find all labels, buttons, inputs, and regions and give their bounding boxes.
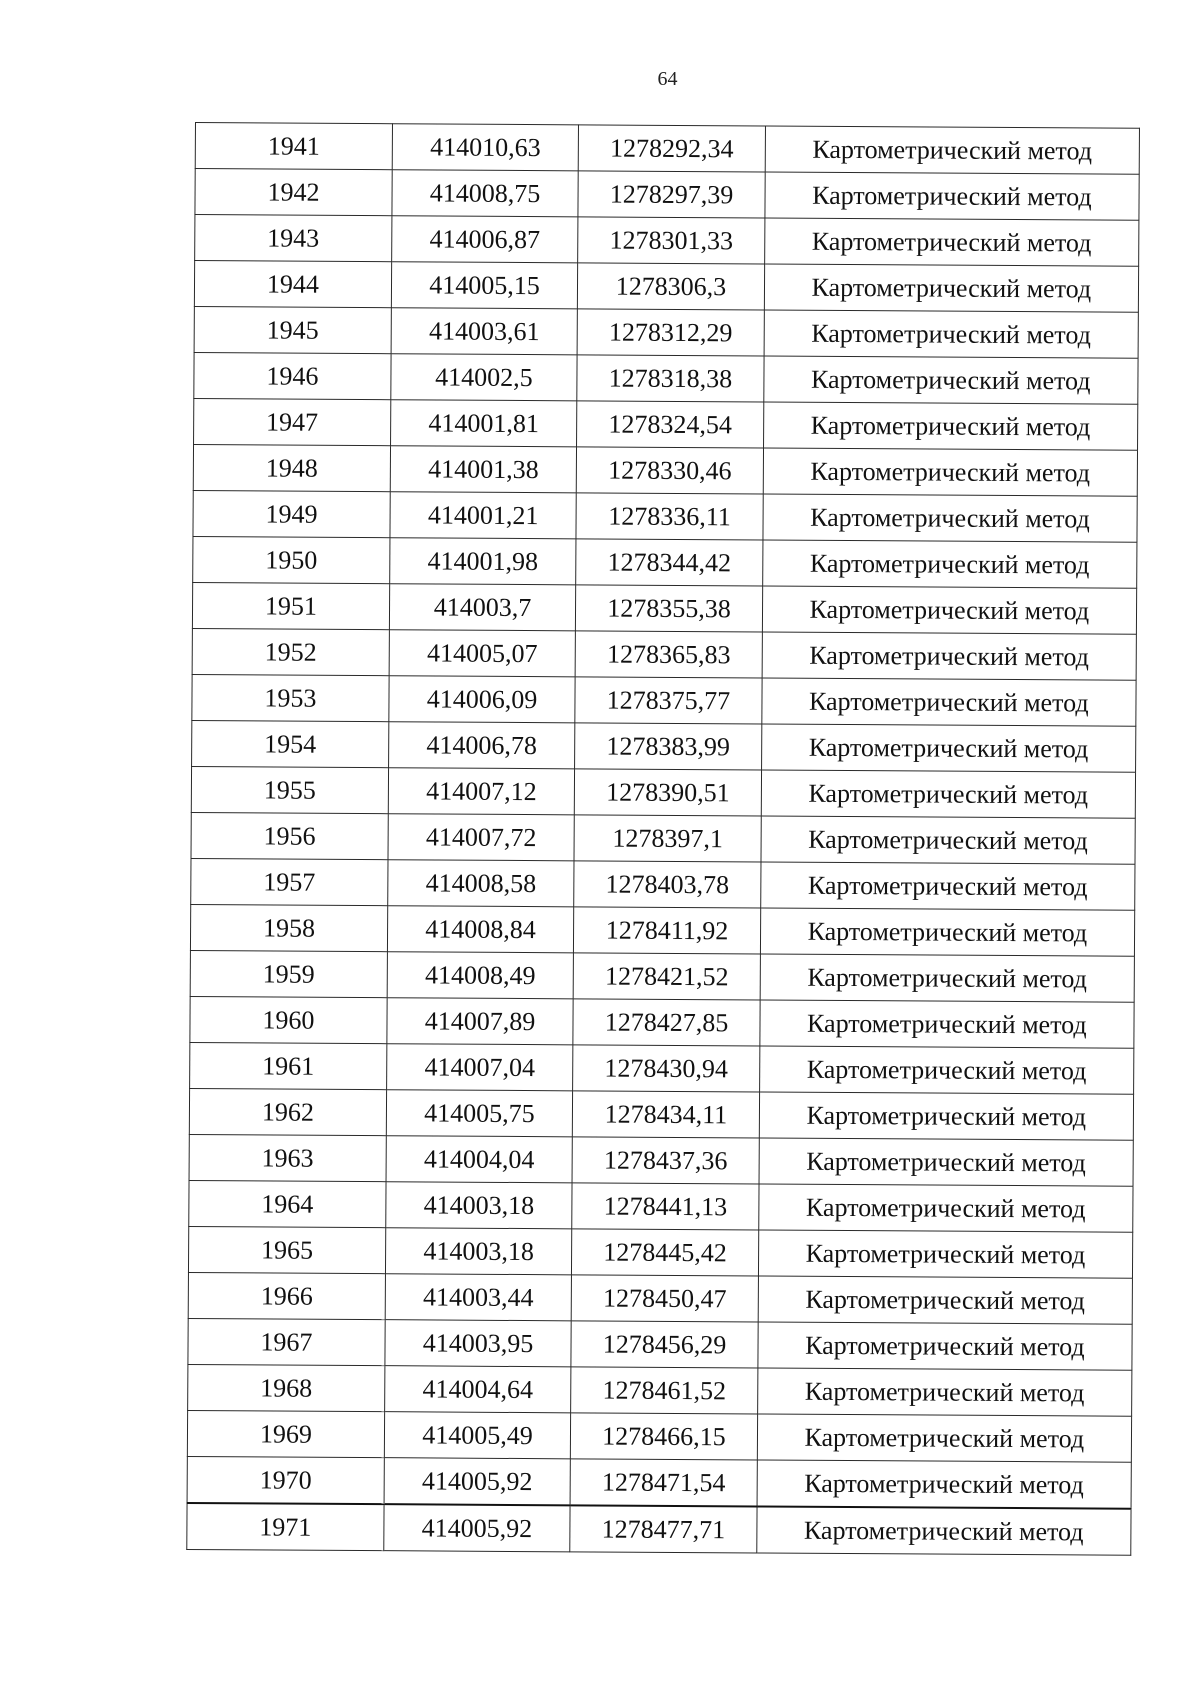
y-coordinate-cell: 1278427,85 bbox=[573, 999, 760, 1046]
point-number-cell: 1957 bbox=[191, 858, 388, 905]
table-row bbox=[195, 123, 1139, 175]
x-coordinate-cell: 414006,09 bbox=[389, 676, 576, 723]
table-row bbox=[188, 1226, 1132, 1278]
point-number-cell: 1960 bbox=[190, 996, 387, 1043]
point-number-cell: 1969 bbox=[187, 1410, 384, 1457]
table-row bbox=[188, 1272, 1132, 1324]
table-row bbox=[195, 215, 1139, 267]
point-number-cell: 1948 bbox=[193, 444, 390, 491]
y-coordinate-cell: 1278461,52 bbox=[571, 1367, 758, 1414]
y-coordinate-cell: 1278441,13 bbox=[572, 1183, 759, 1230]
x-coordinate-cell: 414008,49 bbox=[387, 952, 574, 999]
point-number-cell: 1963 bbox=[189, 1134, 386, 1181]
x-coordinate-cell: 414008,75 bbox=[392, 170, 579, 217]
y-coordinate-cell: 1278434,11 bbox=[573, 1091, 760, 1138]
method-cell: Картометрический метод bbox=[757, 1414, 1132, 1462]
table-row bbox=[188, 1318, 1132, 1370]
table-row bbox=[190, 904, 1134, 956]
method-cell: Картометрический метод bbox=[763, 494, 1138, 542]
y-coordinate-cell: 1278318,38 bbox=[577, 355, 764, 402]
x-coordinate-cell: 414007,04 bbox=[386, 1044, 573, 1091]
point-number-cell: 1967 bbox=[188, 1318, 385, 1365]
point-number-cell: 1950 bbox=[193, 536, 390, 583]
x-coordinate-cell: 414001,81 bbox=[390, 400, 577, 447]
y-coordinate-cell: 1278450,47 bbox=[571, 1275, 758, 1322]
point-number-cell: 1953 bbox=[192, 674, 389, 721]
x-coordinate-cell: 414004,64 bbox=[384, 1366, 571, 1413]
table-row bbox=[194, 352, 1138, 404]
point-number-cell: 1966 bbox=[188, 1272, 385, 1319]
x-coordinate-cell: 414003,7 bbox=[389, 584, 576, 631]
table-row bbox=[187, 1456, 1131, 1508]
method-cell: Картометрический метод bbox=[759, 1046, 1134, 1094]
method-cell: Картометрический метод bbox=[764, 356, 1139, 404]
y-coordinate-cell: 1278306,3 bbox=[578, 263, 765, 310]
y-coordinate-cell: 1278421,52 bbox=[573, 953, 760, 1000]
y-coordinate-cell: 1278324,54 bbox=[577, 401, 764, 448]
table-row bbox=[194, 261, 1138, 313]
page-number: 64 bbox=[657, 68, 678, 90]
point-number-cell: 1943 bbox=[195, 215, 392, 262]
y-coordinate-cell: 1278312,29 bbox=[577, 309, 764, 356]
x-coordinate-cell: 414005,92 bbox=[384, 1458, 571, 1506]
method-cell: Картометрический метод bbox=[765, 126, 1140, 174]
method-cell: Картометрический метод bbox=[765, 172, 1140, 220]
method-cell: Картометрический метод bbox=[760, 862, 1135, 910]
y-coordinate-cell: 1278430,94 bbox=[573, 1045, 760, 1092]
method-cell: Картометрический метод bbox=[760, 908, 1135, 956]
table-row bbox=[189, 1134, 1133, 1186]
coordinates-table-body bbox=[187, 123, 1140, 1556]
table-row bbox=[191, 766, 1135, 818]
y-coordinate-cell: 1278477,71 bbox=[570, 1505, 757, 1553]
y-coordinate-cell: 1278365,83 bbox=[575, 631, 762, 678]
method-cell: Картометрический метод bbox=[761, 770, 1136, 818]
x-coordinate-cell: 414008,84 bbox=[387, 906, 574, 953]
y-coordinate-cell: 1278437,36 bbox=[572, 1137, 759, 1184]
point-number-cell: 1959 bbox=[190, 950, 387, 997]
y-coordinate-cell: 1278403,78 bbox=[574, 861, 761, 908]
table-row bbox=[191, 812, 1135, 864]
method-cell: Картометрический метод bbox=[763, 448, 1138, 496]
x-coordinate-cell: 414005,15 bbox=[391, 262, 578, 309]
method-cell: Картометрический метод bbox=[764, 264, 1139, 312]
method-cell: Картометрический метод bbox=[761, 816, 1136, 864]
point-number-cell: 1958 bbox=[190, 904, 387, 951]
method-cell: Картометрический метод bbox=[762, 632, 1137, 680]
table-row bbox=[189, 1088, 1133, 1140]
table-row bbox=[193, 444, 1137, 496]
x-coordinate-cell: 414006,78 bbox=[388, 722, 575, 769]
x-coordinate-cell: 414007,72 bbox=[388, 814, 575, 861]
table-row bbox=[187, 1503, 1131, 1555]
x-coordinate-cell: 414003,18 bbox=[386, 1182, 573, 1229]
table-row bbox=[187, 1410, 1131, 1462]
table-row bbox=[190, 996, 1134, 1048]
point-number-cell: 1945 bbox=[194, 306, 391, 353]
point-number-cell: 1952 bbox=[192, 628, 389, 675]
table-row bbox=[194, 398, 1138, 450]
table-row bbox=[192, 720, 1136, 772]
point-number-cell: 1941 bbox=[195, 123, 392, 170]
x-coordinate-cell: 414003,44 bbox=[385, 1274, 572, 1321]
y-coordinate-cell: 1278297,39 bbox=[578, 171, 765, 218]
point-number-cell: 1962 bbox=[189, 1088, 386, 1135]
table-row bbox=[193, 490, 1137, 542]
point-number-cell: 1965 bbox=[188, 1226, 385, 1273]
y-coordinate-cell: 1278355,38 bbox=[576, 585, 763, 632]
method-cell: Картометрический метод bbox=[757, 1506, 1132, 1555]
table-row bbox=[192, 582, 1136, 634]
x-coordinate-cell: 414005,75 bbox=[386, 1090, 573, 1137]
y-coordinate-cell: 1278383,99 bbox=[575, 723, 762, 770]
y-coordinate-cell: 1278456,29 bbox=[571, 1321, 758, 1368]
y-coordinate-cell: 1278336,11 bbox=[576, 493, 763, 540]
point-number-cell: 1956 bbox=[191, 812, 388, 859]
table-row bbox=[193, 536, 1137, 588]
method-cell: Картометрический метод bbox=[759, 1138, 1134, 1186]
x-coordinate-cell: 414003,95 bbox=[385, 1320, 572, 1367]
method-cell: Картометрический метод bbox=[764, 310, 1139, 358]
point-number-cell: 1955 bbox=[191, 766, 388, 813]
point-number-cell: 1964 bbox=[189, 1180, 386, 1227]
x-coordinate-cell: 414007,89 bbox=[387, 998, 574, 1045]
y-coordinate-cell: 1278445,42 bbox=[572, 1229, 759, 1276]
x-coordinate-cell: 414001,21 bbox=[390, 492, 577, 539]
x-coordinate-cell: 414003,18 bbox=[385, 1228, 572, 1275]
coordinates-table bbox=[186, 122, 1140, 1556]
point-number-cell: 1951 bbox=[192, 582, 389, 629]
x-coordinate-cell: 414007,12 bbox=[388, 768, 575, 815]
table-row bbox=[194, 306, 1138, 358]
method-cell: Картометрический метод bbox=[757, 1368, 1132, 1416]
y-coordinate-cell: 1278344,42 bbox=[576, 539, 763, 586]
y-coordinate-cell: 1278466,15 bbox=[571, 1413, 758, 1460]
x-coordinate-cell: 414005,49 bbox=[384, 1412, 571, 1459]
point-number-cell: 1954 bbox=[192, 720, 389, 767]
table-row bbox=[191, 858, 1135, 910]
table-row bbox=[190, 1042, 1134, 1094]
point-number-cell: 1946 bbox=[194, 352, 391, 399]
x-coordinate-cell: 414010,63 bbox=[392, 124, 579, 171]
x-coordinate-cell: 414001,98 bbox=[390, 538, 577, 585]
x-coordinate-cell: 414006,87 bbox=[391, 216, 578, 263]
table-row bbox=[195, 169, 1139, 221]
point-number-cell: 1942 bbox=[195, 169, 392, 216]
y-coordinate-cell: 1278301,33 bbox=[578, 217, 765, 264]
table-row bbox=[190, 950, 1134, 1002]
method-cell: Картометрический метод bbox=[758, 1230, 1133, 1278]
y-coordinate-cell: 1278411,92 bbox=[574, 907, 761, 954]
point-number-cell: 1949 bbox=[193, 490, 390, 537]
y-coordinate-cell: 1278330,46 bbox=[576, 447, 763, 494]
point-number-cell: 1971 bbox=[187, 1503, 384, 1551]
x-coordinate-cell: 414001,38 bbox=[390, 446, 577, 493]
x-coordinate-cell: 414005,92 bbox=[384, 1504, 571, 1552]
x-coordinate-cell: 414005,07 bbox=[389, 630, 576, 677]
method-cell: Картометрический метод bbox=[763, 402, 1138, 450]
method-cell: Картометрический метод bbox=[762, 586, 1137, 634]
y-coordinate-cell: 1278471,54 bbox=[570, 1459, 757, 1507]
method-cell: Картометрический метод bbox=[758, 1322, 1133, 1370]
method-cell: Картометрический метод bbox=[762, 540, 1137, 588]
method-cell: Картометрический метод bbox=[757, 1460, 1132, 1509]
method-cell: Картометрический метод bbox=[759, 1092, 1134, 1140]
y-coordinate-cell: 1278397,1 bbox=[574, 815, 761, 862]
method-cell: Картометрический метод bbox=[760, 954, 1135, 1002]
method-cell: Картометрический метод bbox=[762, 678, 1137, 726]
method-cell: Картометрический метод bbox=[758, 1184, 1133, 1232]
x-coordinate-cell: 414004,04 bbox=[386, 1136, 573, 1183]
x-coordinate-cell: 414002,5 bbox=[391, 354, 578, 401]
y-coordinate-cell: 1278292,34 bbox=[578, 125, 765, 172]
method-cell: Картометрический метод bbox=[764, 218, 1139, 266]
x-coordinate-cell: 414008,58 bbox=[388, 860, 575, 907]
x-coordinate-cell: 414003,61 bbox=[391, 308, 578, 355]
point-number-cell: 1947 bbox=[194, 398, 391, 445]
table-row bbox=[192, 628, 1136, 680]
table-row bbox=[192, 674, 1136, 726]
point-number-cell: 1961 bbox=[190, 1042, 387, 1089]
method-cell: Картометрический метод bbox=[758, 1276, 1133, 1324]
point-number-cell: 1968 bbox=[188, 1364, 385, 1411]
method-cell: Картометрический метод bbox=[761, 724, 1136, 772]
point-number-cell: 1944 bbox=[194, 261, 391, 308]
y-coordinate-cell: 1278375,77 bbox=[575, 677, 762, 724]
point-number-cell: 1970 bbox=[187, 1456, 384, 1504]
table-row bbox=[188, 1364, 1132, 1416]
method-cell: Картометрический метод bbox=[760, 1000, 1135, 1048]
y-coordinate-cell: 1278390,51 bbox=[575, 769, 762, 816]
table-row bbox=[189, 1180, 1133, 1232]
